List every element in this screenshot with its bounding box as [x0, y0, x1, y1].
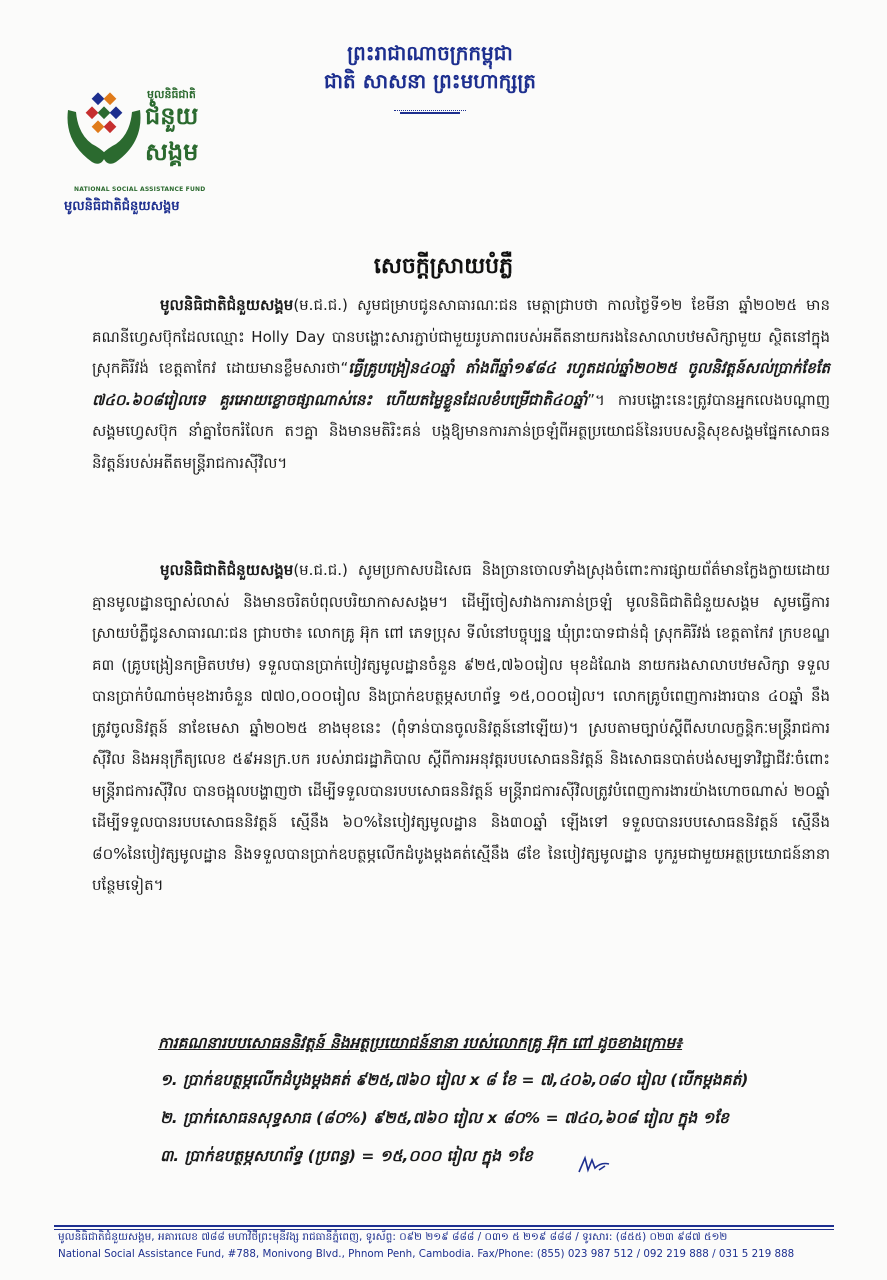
logo-text-bottom: សង្គម	[145, 138, 199, 166]
org-name-kh: មូលនិធិជាតិជំនួយសង្គម	[64, 199, 180, 214]
footer-divider-thin	[54, 1229, 834, 1230]
kingdom-line-2: ជាតិ សាសនា ព្រះមហាក្សត្រ	[324, 69, 536, 93]
kingdom-line-1: ព្រះរាជាណាចក្រកម្ពុជា	[347, 41, 513, 65]
footer-divider	[54, 1225, 834, 1227]
quoted-post: ធ្វើគ្រូបង្រៀន៤០ឆ្នាំ តាំងពីឆ្នាំ១៩៨៤ រហូតដល់ឆ្នាំ២០២៥ ចូលនិវត្តន៍សល់ប្រាក់ខែតែ ៧៤០.៦០៨រៀលទេ គួរអោយខ្លោចផ្សាណាស់នេះ ហើយតម្លៃខ្លួនដែលខំបម្រើជាតិ៤០ឆ្នាំ	[92, 359, 830, 409]
footer-address-en: National Social Assistance Fund, #788, Monivong Blvd., Phnom Penh, Cambodia. Fax/Phone: (855) 023 987 512 / 092 219 888 / 031 5 219 888	[58, 1248, 795, 1260]
logo-text-top: មូលនិធិជាតិ	[147, 88, 196, 101]
header-ornament	[400, 112, 460, 114]
calc-item-3: ៣. ប្រាក់ឧបត្ថម្ភសហព័ទ្ធ (ប្រពន្ធ) = ១៥,០០០ រៀល ក្នុង ១ខែ	[160, 1147, 533, 1165]
calc-item-1: ១. ប្រាក់ឧបត្ថម្ភលើកដំបូងម្តងគត់ ៩២៥,៧៦០ រៀល x ៨ ខែ = ៧,៤០៦,០៨០ រៀល (បើកម្តងគត់)	[160, 1071, 749, 1089]
org-name-bold: មូលនិធិជាតិជំនួយសង្គម	[160, 296, 294, 314]
org-name-bold: មូលនិធិជាតិជំនួយសង្គម	[160, 561, 294, 579]
paragraph-1-text-a: (ម.ជ.ជ.) សូមជម្រាបជូនសាធារណៈជន មេត្តាជ្រាបថា កាលថ្ងៃទី១២ ខែមីនា ឆ្នាំ២០២៥ មានគណនីហ្វេសប៊ុកដែលឈ្មោះ Holly Day បានបង្ហោះសារភ្ជាប់ជាមួយរូបភាពរបស់អតីតនាយករងនៃសាលាបឋមសិក្សាមួយ ស្ថិតនៅក្នុងស្រុកគិរីវង់ ខេត្តតាកែវ ដោយមានខ្លឹមសារថា“	[92, 296, 830, 377]
nsaf-logo	[62, 82, 252, 212]
paragraph-2-text: (ម.ជ.ជ.) សូមប្រកាសបដិសេធ និងច្រានចោលទាំងស្រុងចំពោះការផ្សាយព័ត៌មានក្លែងក្លាយដោយគ្មានមូលដ្ឋានច្បាស់លាស់ និងមានចរិតបំពុលបរិយាកាសសង្គម។ ដើម្បីចៀសវាងការភាន់ច្រឡំ មូលនិធិជាតិជំនួយសង្គម សូមធ្វើការស្រាយបំភ្លឺជូនសាធារណៈជន ជ្រាបថា៖ លោកគ្រូ អ៊ុក ពៅ ភេទប្រុស ទីលំនៅបច្ចុប្បន្ន ឃុំព្រះបាទជាន់ជុំ ស្រុកគិរីវង់ ខេត្តតាកែវ ក្របខណ្ឌ គ៣ (គ្រូបង្រៀនកម្រិតបឋម) ទទួលបានប្រាក់បៀវត្សមូលដ្ឋានចំនួន ៩២៥,៧៦០រៀល មុខដំណែង នាយករងសាលាបឋមសិក្សា ទទួលបានប្រាក់បំណាច់មុខងារចំនួន ៧៧០,០០០រៀល និងប្រាក់ឧបត្ថម្ភសហព័ទ្ធ ១៥,០០០រៀល។ លោកគ្រូបំពេញការងារបាន ៤០ឆ្នាំ នឹងត្រូវចូលនិវត្តន៍ នាខែមេសា ឆ្នាំ២០២៥ ខាងមុខនេះ (ពុំទាន់បានចូលនិវត្តន៍នៅឡើយ)។ ស្របតាមច្បាប់ស្តីពីសហលក្ខន្តិកៈមន្ត្រីរាជការស៊ីវិល និងអនុក្រឹត្យលេខ ៥៩អនក្រ.បក របស់រាជរដ្ឋាភិបាល ស្តីពីការអនុវត្តរបបសោធននិវត្តន៍ និងសោធនបាត់បង់សម្បទាវិជ្ជាជីវៈចំពោះមន្ត្រីរាជការស៊ីវិល បានចង្អុលបង្ហាញថា ដើម្បីទទួលបានរបបសោធននិវត្តន៍ មន្ត្រីរាជការស៊ីវិលត្រូវបំពេញការងារយ៉ាងហោចណាស់ ២០ឆ្នាំ ដើម្បីទទួលបានរបបសោធននិវត្តន៍ ស្មើនឹង ៦០%នៃបៀវត្សមូលដ្ឋាន និង៣០ឆ្នាំ ឡើងទៅ ទទួលបានរបបសោធននិវត្តន៍ ស្មើនឹង ៨០%នៃបៀវត្សមូលដ្ឋាន និងទទួលបានប្រាក់ឧបត្ថម្ភលើកដំបូងម្តងគត់ស្មើនឹង ៨ខែ នៃបៀវត្សមូលដ្ឋាន បូករួមជាមួយអត្ថប្រយោជន៍នានាបន្ថែមទៀត។	[92, 561, 830, 894]
paragraph-1	[92, 290, 830, 479]
logo-english-text: NATIONAL SOCIAL ASSISTANCE FUND	[74, 186, 206, 193]
document-title: សេចក្តីស្រាយបំភ្លឺ	[373, 254, 514, 279]
initials-signature	[575, 1152, 615, 1178]
paragraph-2	[92, 555, 830, 902]
paragraph-1-text-b: ”។ ការបង្ហោះនេះត្រូវបានអ្នកលេងបណ្តាញសង្គមហ្វេសប៊ុក នាំគ្នាចែករំលែក តៗគ្នា និងមានមតិរិះគន់ បង្កឱ្យមានការភាន់ច្រឡំពីអត្ថប្រយោជន៍នៃរបបសន្តិសុខសង្គមផ្នែកសោធននិវត្តន៍របស់អតីតមន្ត្រីរាជការស៊ីវិល។	[92, 390, 830, 472]
calc-item-2: ២. ប្រាក់សោធនសុទ្ធសាធ (៨០%) ៩២៥,៧៦០ រៀល x ៨០% = ៧៤០,៦០៨ រៀល ក្នុង ១ខែ	[160, 1109, 729, 1127]
calc-heading: ការគណនារបបសោធននិវត្តន៍ និងអត្ថប្រយោជន៍នានា របស់លោកគ្រូ អ៊ុក ពៅ ដូចខាងក្រោម៖	[158, 1034, 683, 1052]
kingdom-header	[300, 40, 560, 114]
logo-text-mid: ជំនួយ	[145, 102, 199, 130]
footer-address-kh: មូលនិធិជាតិជំនួយសង្គម, អគារលេខ ៧៨៨ មហាវិថីព្រះមុនីវង្ស រាជធានីភ្នំពេញ, ទូរស័ព្ទ: ០៩២ ២១៩ ៨៨៨ / ០៣១ ៥ ២១៩ ៨៨៨ / ទូរសារ: (៨៥៥) ០២៣ ៩៨៧ ៥១២	[58, 1231, 728, 1243]
